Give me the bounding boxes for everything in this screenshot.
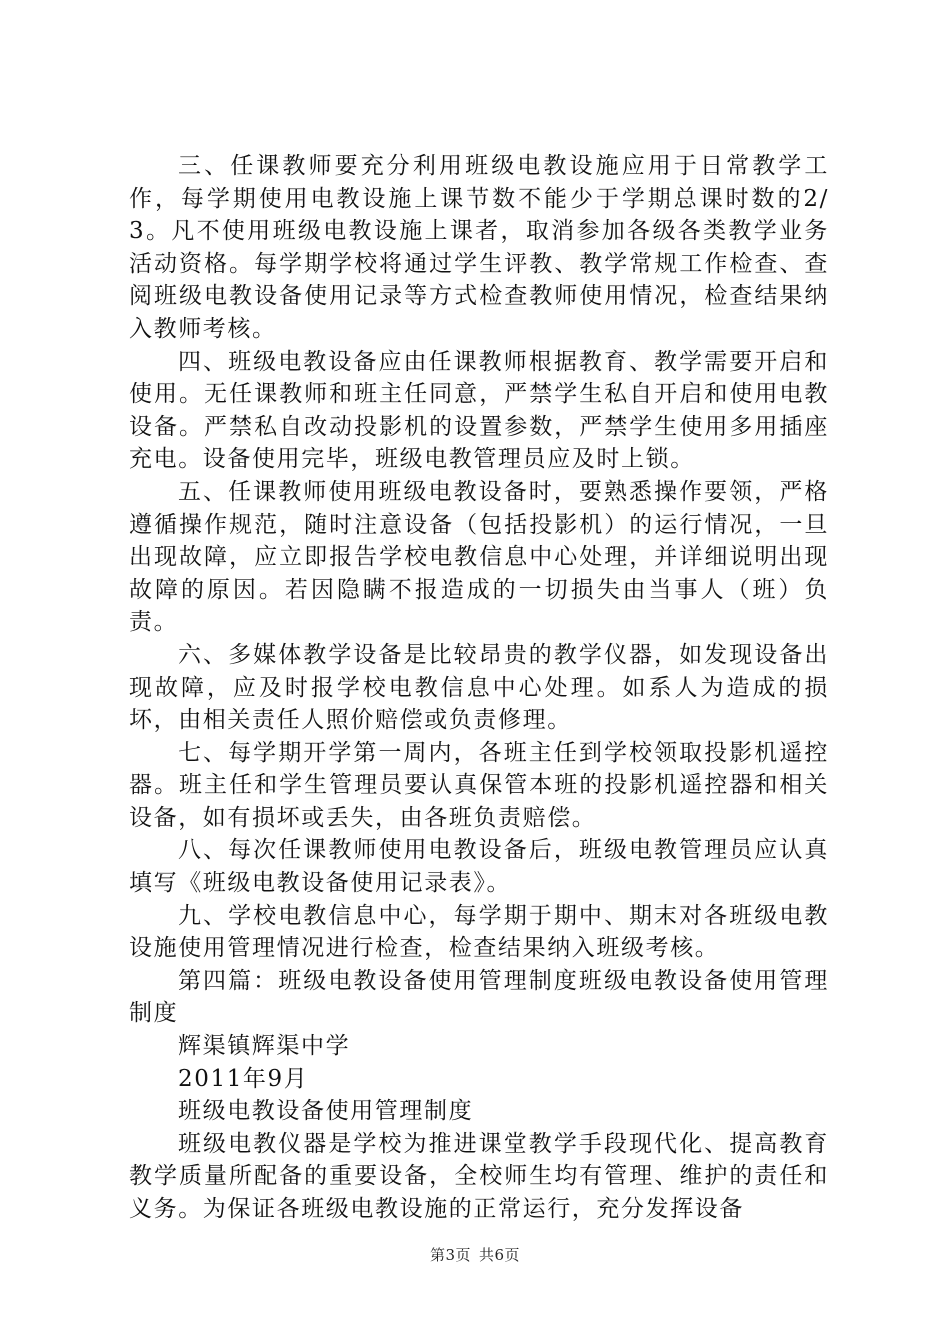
paragraph-8: 八、每次任课教师使用电教设备后，班级电教管理员应认真填写《班级电教设备使用记录表》。 — [129, 837, 829, 897]
paragraph-5: 五、任课教师使用班级电教设备时，要熟悉操作要领，严格遵循操作规范，随时注意设备（包括投影机）的运行情况，一旦出现故障，应立即报告学校电教信息中心处理，并详细说明出现故障的原因。若因隐瞒不报造成的一切损失由当事人（班）负责。 — [129, 478, 829, 636]
intro-paragraph: 班级电教仪器是学校为推进课堂教学手段现代化、提高教育教学质量所配备的重要设备，全校师生均有管理、维护的责任和义务。为保证各班级电教设施的正常运行，充分发挥设备 — [129, 1130, 829, 1222]
paragraph-7: 七、每学期开学第一周内，各班主任到学校领取投影机遥控器。班主任和学生管理员要认真保管本班的投影机遥控器和相关设备，如有损坏或丢失，由各班负责赔偿。 — [129, 739, 829, 831]
page-footer — [0, 1244, 950, 1265]
page-number: 第3页 — [429, 1246, 471, 1264]
document-body — [129, 150, 829, 1226]
paragraph-4: 四、班级电教设备应由任课教师根据教育、教学需要开启和使用。无任课教师和班主任同意，严禁学生私自开启和使用电教设备。严禁私自改动投影机的设置参数，严禁学生使用多用插座充电。设备使用完毕，班级电教管理员应及时上锁。 — [129, 348, 829, 473]
page-total: 共6页 — [479, 1246, 521, 1264]
paragraph-6: 六、多媒体教学设备是比较昂贵的教学仪器，如发现设备出现故障，应及时报学校电教信息中心处理。如系人为造成的损坏，由相关责任人照价赔偿或负责修理。 — [129, 641, 829, 734]
section-heading: 第四篇：班级电教设备使用管理制度班级电教设备使用管理制度 — [129, 967, 829, 1027]
paragraph-3: 三、任课教师要充分利用班级电教设施应用于日常教学工作，每学期使用电教设施上课节数不能少于学期总课时数的2/3。凡不使用班级电教设施上课者，取消参加各级各类教学业务活动资格。每学期学校将通过学生评教、教学常规工作检查、查阅班级电教设备使用记录等方式检查教师使用情况，检查结果纳入教师考核。 — [129, 153, 829, 342]
document-title: 班级电教设备使用管理制度 — [178, 1098, 474, 1125]
document-date: 2011年9月 — [178, 1065, 309, 1092]
paragraph-9: 九、学校电教信息中心，每学期于期中、期末对各班级电教设施使用管理情况进行检查，检查结果纳入班级考核。 — [129, 902, 829, 962]
school-name: 辉渠镇辉渠中学 — [178, 1033, 351, 1060]
